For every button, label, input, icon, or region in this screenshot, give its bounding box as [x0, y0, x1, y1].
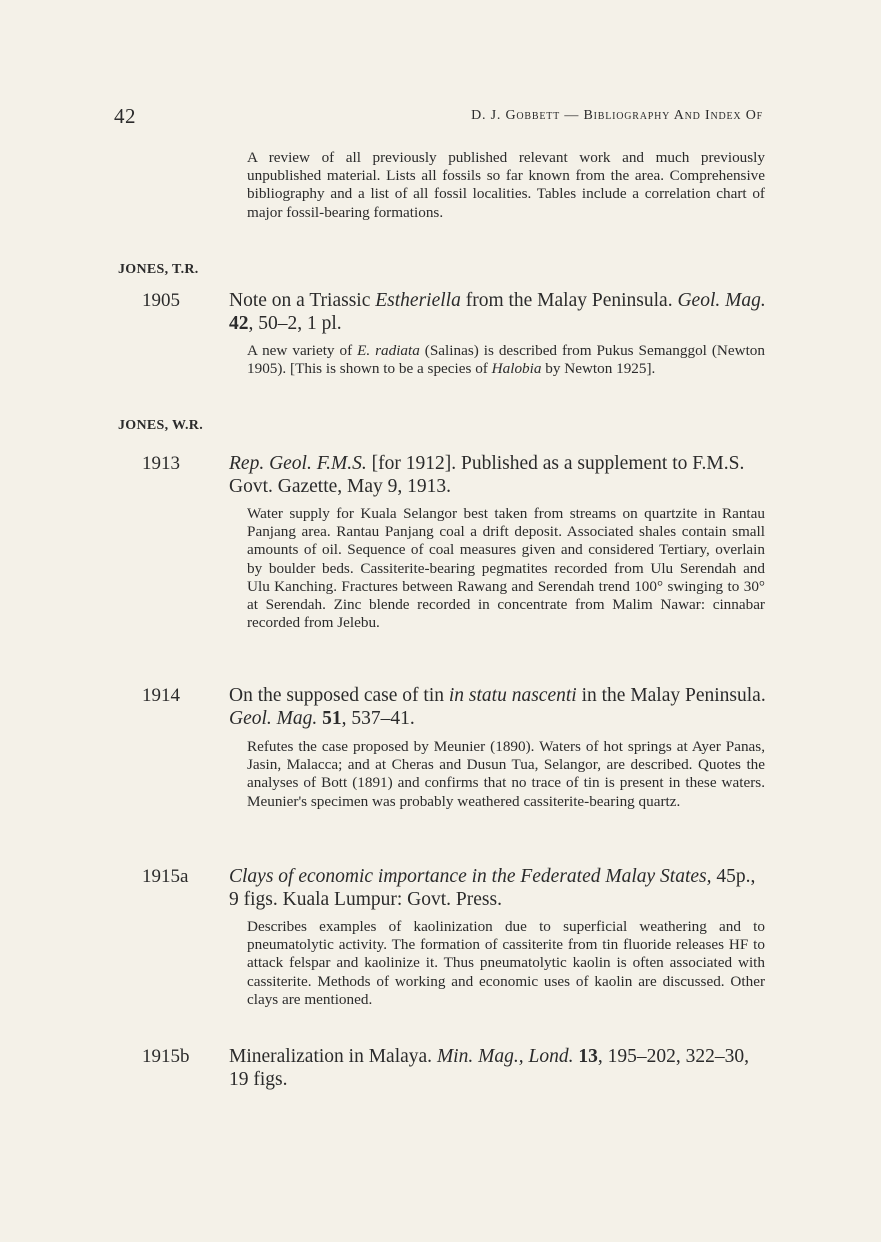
abstract-text: (Salinas) is described from Pukus Semanggol (Newton 1905). [This is shown to be a species of — [247, 342, 765, 378]
entry-citation — [229, 289, 769, 335]
entry-citation — [229, 865, 769, 911]
citation-text: Note on a Triassic — [229, 290, 376, 311]
abstract-text: by Newton 1925]. — [541, 360, 656, 378]
running-head-title: Gobbett — Bibliography And Index Of — [505, 108, 763, 123]
citation-taxon: Estheriella — [375, 290, 461, 311]
entry-abstract: Water supply for Kuala Selangor best taken from streams on quartzite in Rantau Panjang area. Rantau Panjang coal a drift deposit. Associated shales contain small amounts of oil. Sequence of coal measures given and considered Tertiary, overlain by boulder beds. Cassiterite-bearing pegmatites recorded from Ulu Serendah and Ulu Kanching. Fractures between Rawang and Serendah trend 100° swinging to 30° at Serendah. Zinc blende recorded in concentrate from Malim Nawar: cinnabar recorded from Jelebu. — [247, 505, 765, 632]
citation-text: from the Malay Peninsula. — [460, 290, 673, 311]
entry-year: 1915b — [142, 1046, 190, 1067]
page-number: 42 — [114, 104, 136, 128]
citation-pages: , 50–2, 1 pl. — [248, 313, 342, 334]
citation-volume: 42 — [229, 313, 249, 334]
citation-journal: Geol. Mag. — [229, 708, 318, 729]
citation-title: Clays of economic importance in the Federated Malay States, — [229, 866, 712, 887]
entry-citation — [229, 1045, 769, 1091]
citation-journal: Geol. Mag. — [677, 290, 766, 311]
author-heading: JONES, W.R. — [118, 418, 203, 433]
intro-abstract: A review of all previously published relevant work and much previously unpublished material. Lists all fossils so far known from the area. Comprehensive bibliography and a list of all fossil localities. Tables include a correlation chart of major fossil-bearing formations. — [247, 149, 765, 221]
citation-volume: 13 — [578, 1046, 598, 1067]
citation-text: On the supposed case of tin — [229, 685, 449, 706]
citation-journal: Min. Mag., Lond. — [436, 1046, 574, 1067]
citation-text: 45p., 9 figs. Kuala Lumpur: Govt. Press. — [229, 866, 756, 910]
abstract-text: A new variety of — [247, 342, 358, 359]
citation-pages: , 195–202, 322–30, 19 figs. — [229, 1046, 749, 1090]
citation-text: [for 1912]. Published as a supplement to F.M.S. Govt. Gazette, May 9, 1913. — [229, 453, 745, 497]
abstract-taxon: E. radiata — [357, 342, 420, 359]
running-head — [471, 108, 763, 124]
entry-abstract — [247, 342, 765, 378]
citation-text: Mineralization in Malaya. — [229, 1046, 437, 1067]
author-heading: JONES, T.R. — [118, 262, 199, 277]
entry-year: 1905 — [142, 290, 180, 311]
citation-text: in the Malay Peninsula. — [576, 685, 766, 706]
citation-journal: Rep. Geol. F.M.S. — [229, 453, 367, 474]
entry-year: 1913 — [142, 453, 180, 474]
entry-year: 1915a — [142, 866, 189, 887]
citation-pages: , 537–41. — [341, 708, 415, 729]
abstract-taxon: Halobia — [491, 360, 542, 378]
entry-abstract: Describes examples of kaolinization due to superficial weathering and to pneumatolytic activity. The formation of cassiterite from tin fluoride releases HF to attack felspar and kaolinize it. Thus pneumatolytic kaolin is often associated with cassiterite. Methods of working and economic uses of kaolin are discussed. Other clays are mentioned. — [247, 918, 765, 1008]
entry-citation — [229, 452, 769, 498]
citation-volume: 51 — [322, 708, 342, 729]
citation-latin: in statu nascenti — [448, 685, 577, 706]
running-head-author: D. J. — [471, 108, 506, 123]
entry-citation — [229, 684, 769, 730]
entry-abstract: Refutes the case proposed by Meunier (1890). Waters of hot springs at Ayer Panas, Jasin, Malacca; and at Cheras and Dusun Tua, Selangor, are described. Quotes the analyses of Bott (1891) and confirms that no trace of tin is present in these waters. Meunier's specimen was probably weathered cassiterite-bearing quartz. — [247, 738, 765, 810]
entry-year: 1914 — [142, 685, 180, 706]
